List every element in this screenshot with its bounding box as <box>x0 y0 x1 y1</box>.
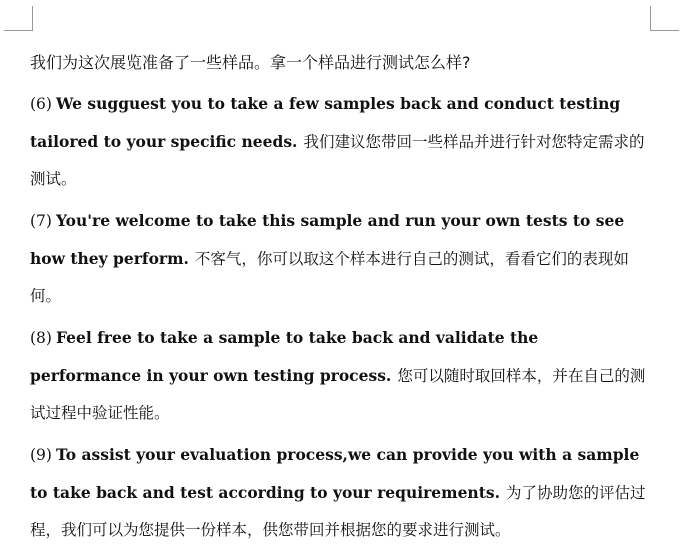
list-item <box>30 319 650 432</box>
list-item <box>30 85 650 198</box>
item-chinese-text: 您可以随时取回样本，并在自己的测试过程中验证性能。 <box>30 367 646 422</box>
item-chinese-text: 我们建议您带回一些样品并进行针对您特定需求的测试。 <box>30 133 645 188</box>
item-number: (8) <box>30 329 52 347</box>
item-number: (6) <box>30 95 52 113</box>
document-body[interactable] <box>30 44 650 549</box>
intro-paragraph <box>30 44 650 81</box>
list-item <box>30 202 650 315</box>
item-chinese-text: 不客气，你可以取这个样本进行自己的测试，看看它们的表现如何。 <box>30 250 629 305</box>
item-number: (9) <box>30 446 52 464</box>
item-chinese-text: 为了协助您的评估过程，我们可以为您提供一份样本，供您带回并根据您的要求进行测试。 <box>30 484 646 539</box>
list-item <box>30 436 650 549</box>
item-english-text: To assist your evaluation process,we can provide you with a sample to take back and test according to your requirements. <box>30 445 640 502</box>
item-english-text: We sugguest you to take a few samples back and conduct testing tailored to your specific needs. <box>30 94 621 151</box>
item-english-text: Feel free to take a sample to take back and validate the performance in your own testing process. <box>30 328 539 385</box>
page-margin-marker-top-right <box>650 6 679 31</box>
item-english-text: You're welcome to take this sample and run your own tests to see how they perform. <box>30 211 625 268</box>
item-number: (7) <box>30 212 52 230</box>
page-margin-marker-top-left <box>4 6 33 31</box>
intro-text: 我们为这次展览准备了一些样品。拿一个样品进行测试怎么样? <box>30 53 471 72</box>
